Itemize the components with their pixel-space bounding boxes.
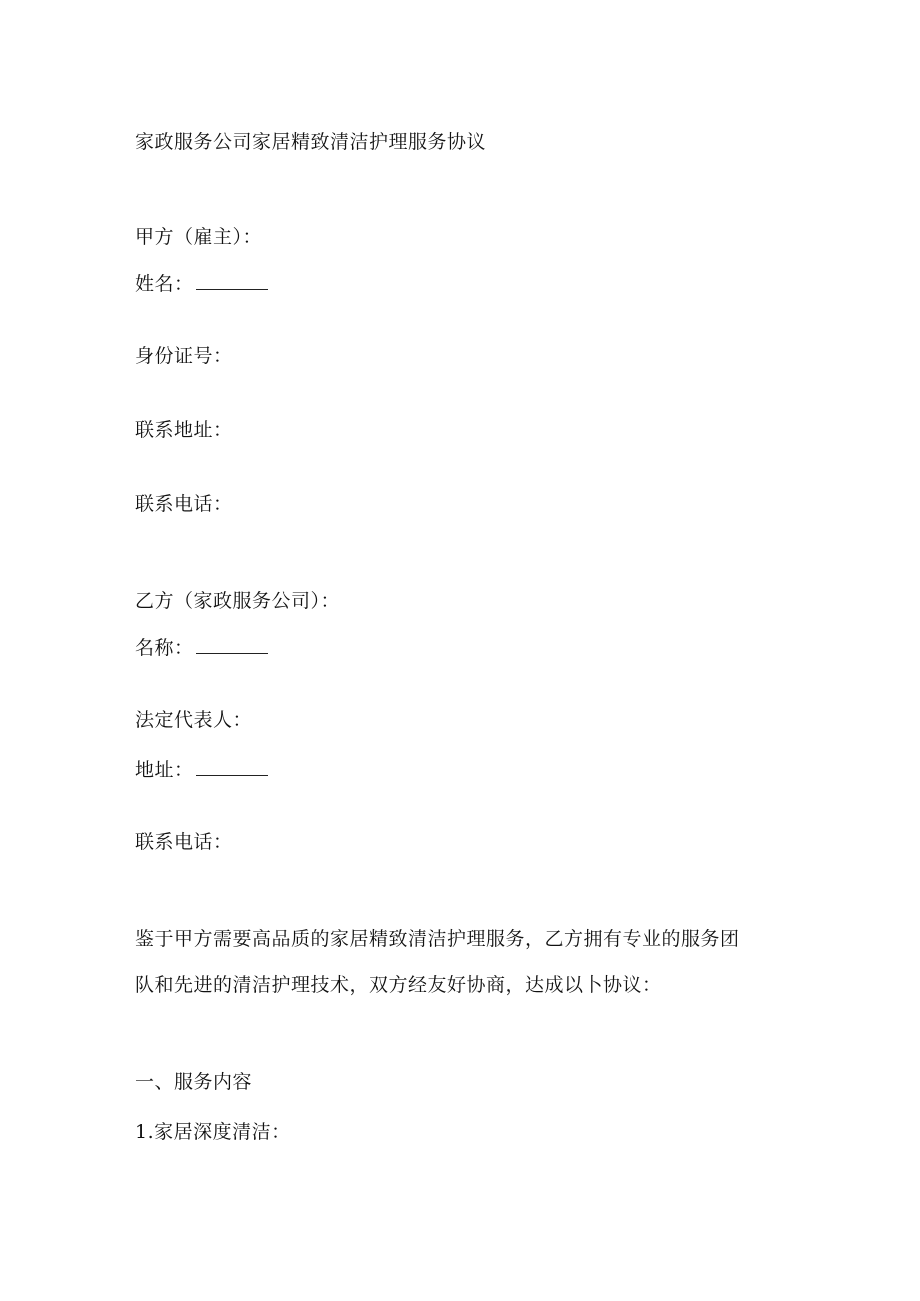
preamble-line-2: 队和先进的清洁护理技术，双方经友好协商，达成以卜协议： (135, 974, 662, 996)
party-b-legal-rep-label: 法定代表人： (135, 709, 253, 731)
preamble-line-1: 鉴于甲方需要高品质的家居精致清洁护理服务，乙方拥有专业的服务团 (135, 928, 740, 950)
party-a-phone-label: 联系电话： (135, 493, 233, 515)
party-a-name-row (135, 271, 268, 296)
section-1-heading: 一、服务内容 (135, 1071, 253, 1093)
party-b-phone-label: 联系电话： (135, 831, 233, 853)
party-a-id-label: 身份证号： (135, 345, 233, 367)
document-title: 家政服务公司家居精致清洁护理服务协议 (135, 131, 487, 153)
party-b-address-label: 地址： (135, 759, 194, 781)
party-b-name-row (135, 635, 268, 660)
section-1-item-1: 1.家居深度清洁： (135, 1121, 291, 1143)
party-b-address-row (135, 757, 268, 782)
party-a-name-label: 姓名： (135, 273, 194, 295)
party-b-heading: 乙方（家政服务公司）： (135, 590, 341, 612)
party-b-name-label: 名称： (135, 637, 194, 659)
party-b-name-blank (196, 635, 268, 654)
party-a-heading: 甲方（雇主）： (135, 226, 263, 248)
party-a-address-label: 联系地址： (135, 419, 233, 441)
party-a-name-blank (196, 271, 268, 290)
party-b-address-blank (196, 757, 268, 776)
